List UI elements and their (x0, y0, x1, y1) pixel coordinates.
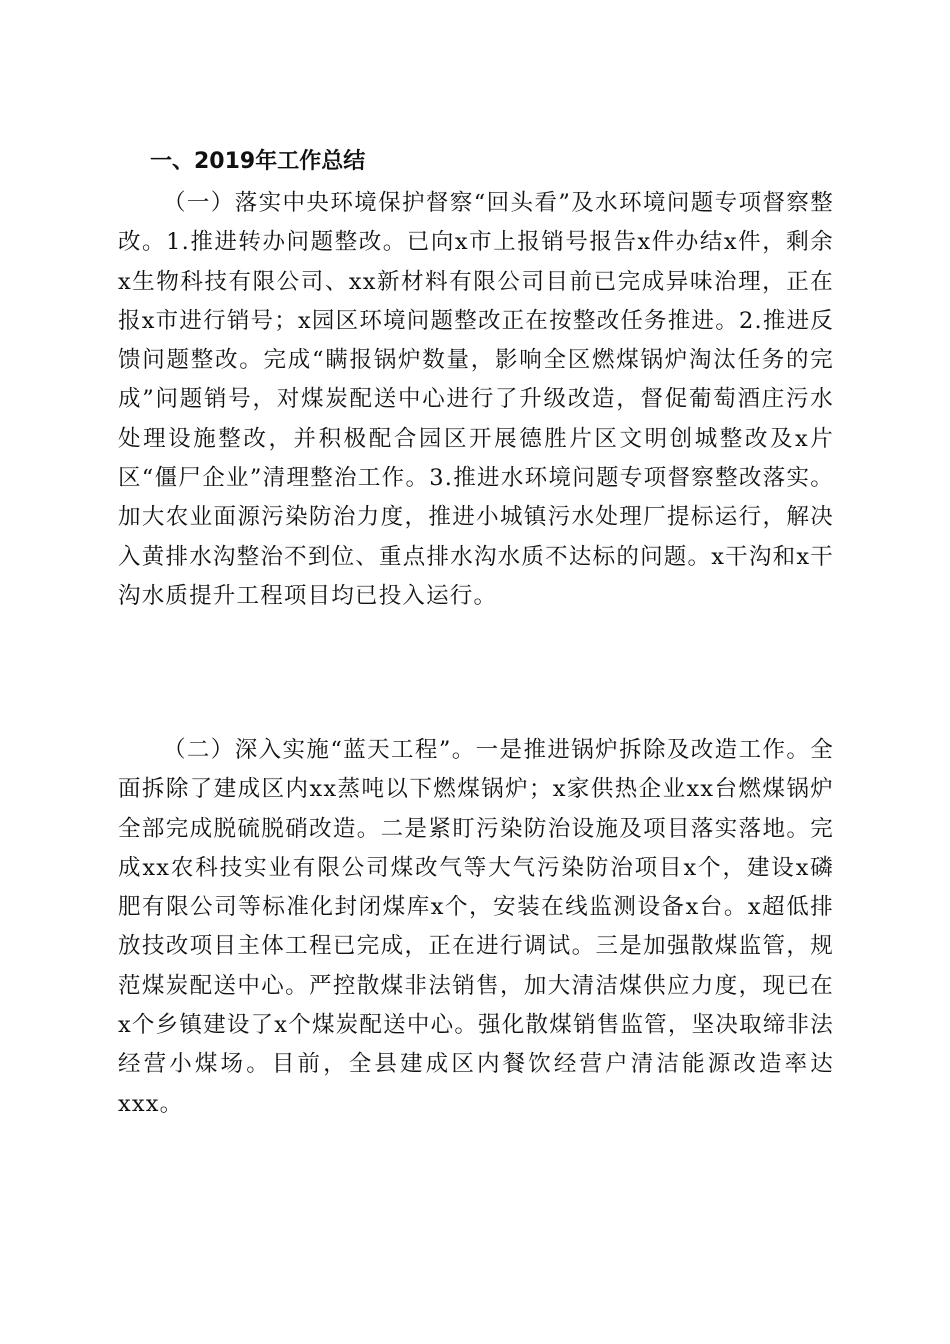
paragraph-inspection-rectification: （一）落实中央环境保护督察“回头看”及水环境问题专项督察整改。1.推进转办问题整改。已向x市上报销号报告x件办结x件，剩余x生物科技有限公司、xx新材料有限公司目前已完成异味治理，正在报x市进行销号；x园区环境问题整改正在按整改任务推进。2.推进反馈问题整改。完成“瞒报锅炉数量，影响全区燃煤锅炉淘汰任务的完成”问题销号，对煤炭配送中心进行了升级改造，督促葡萄酒庄污水处理设施整改，并积极配合园区开展德胜片区文明创城整改及x片区“僵尸企业”清理整治工作。3.推进水环境问题专项督察整改落实。加大农业面源污染防治力度，推进小城镇污水处理厂提标运行，解决入黄排水沟整治不到位、重点排水沟水质不达标的问题。x干沟和x干沟水质提升工程项目均已投入运行。 (118, 190, 834, 609)
paragraph-blue-sky-project: （二）深入实施“蓝天工程”。一是推进锅炉拆除及改造工作。全面拆除了建成区内xx蒸吨以下燃煤锅炉；x家供热企业xx台燃煤锅炉全部完成脱硫脱硝改造。二是紧盯污染防治设施及项目落实落地。完成xx农科技实业有限公司煤改气等大气污染防治项目x个，建设x磷肥有限公司等标准化封闭煤库x个，安装在线监测设备x台。x超低排放技改项目主体工程已完成，正在进行调试。三是加强散煤监管，规范煤炭配送中心。严控散煤非法销售，加大清洁煤供应力度，现已在x个乡镇建设了x个煤炭配送中心。强化散煤销售监管，坚决取缔非法经营小煤场。目前，全县建成区内餐饮经营户清洁能源改造率达xxx。 (118, 737, 834, 1117)
section-heading: 一、2019年工作总结 (150, 149, 366, 174)
